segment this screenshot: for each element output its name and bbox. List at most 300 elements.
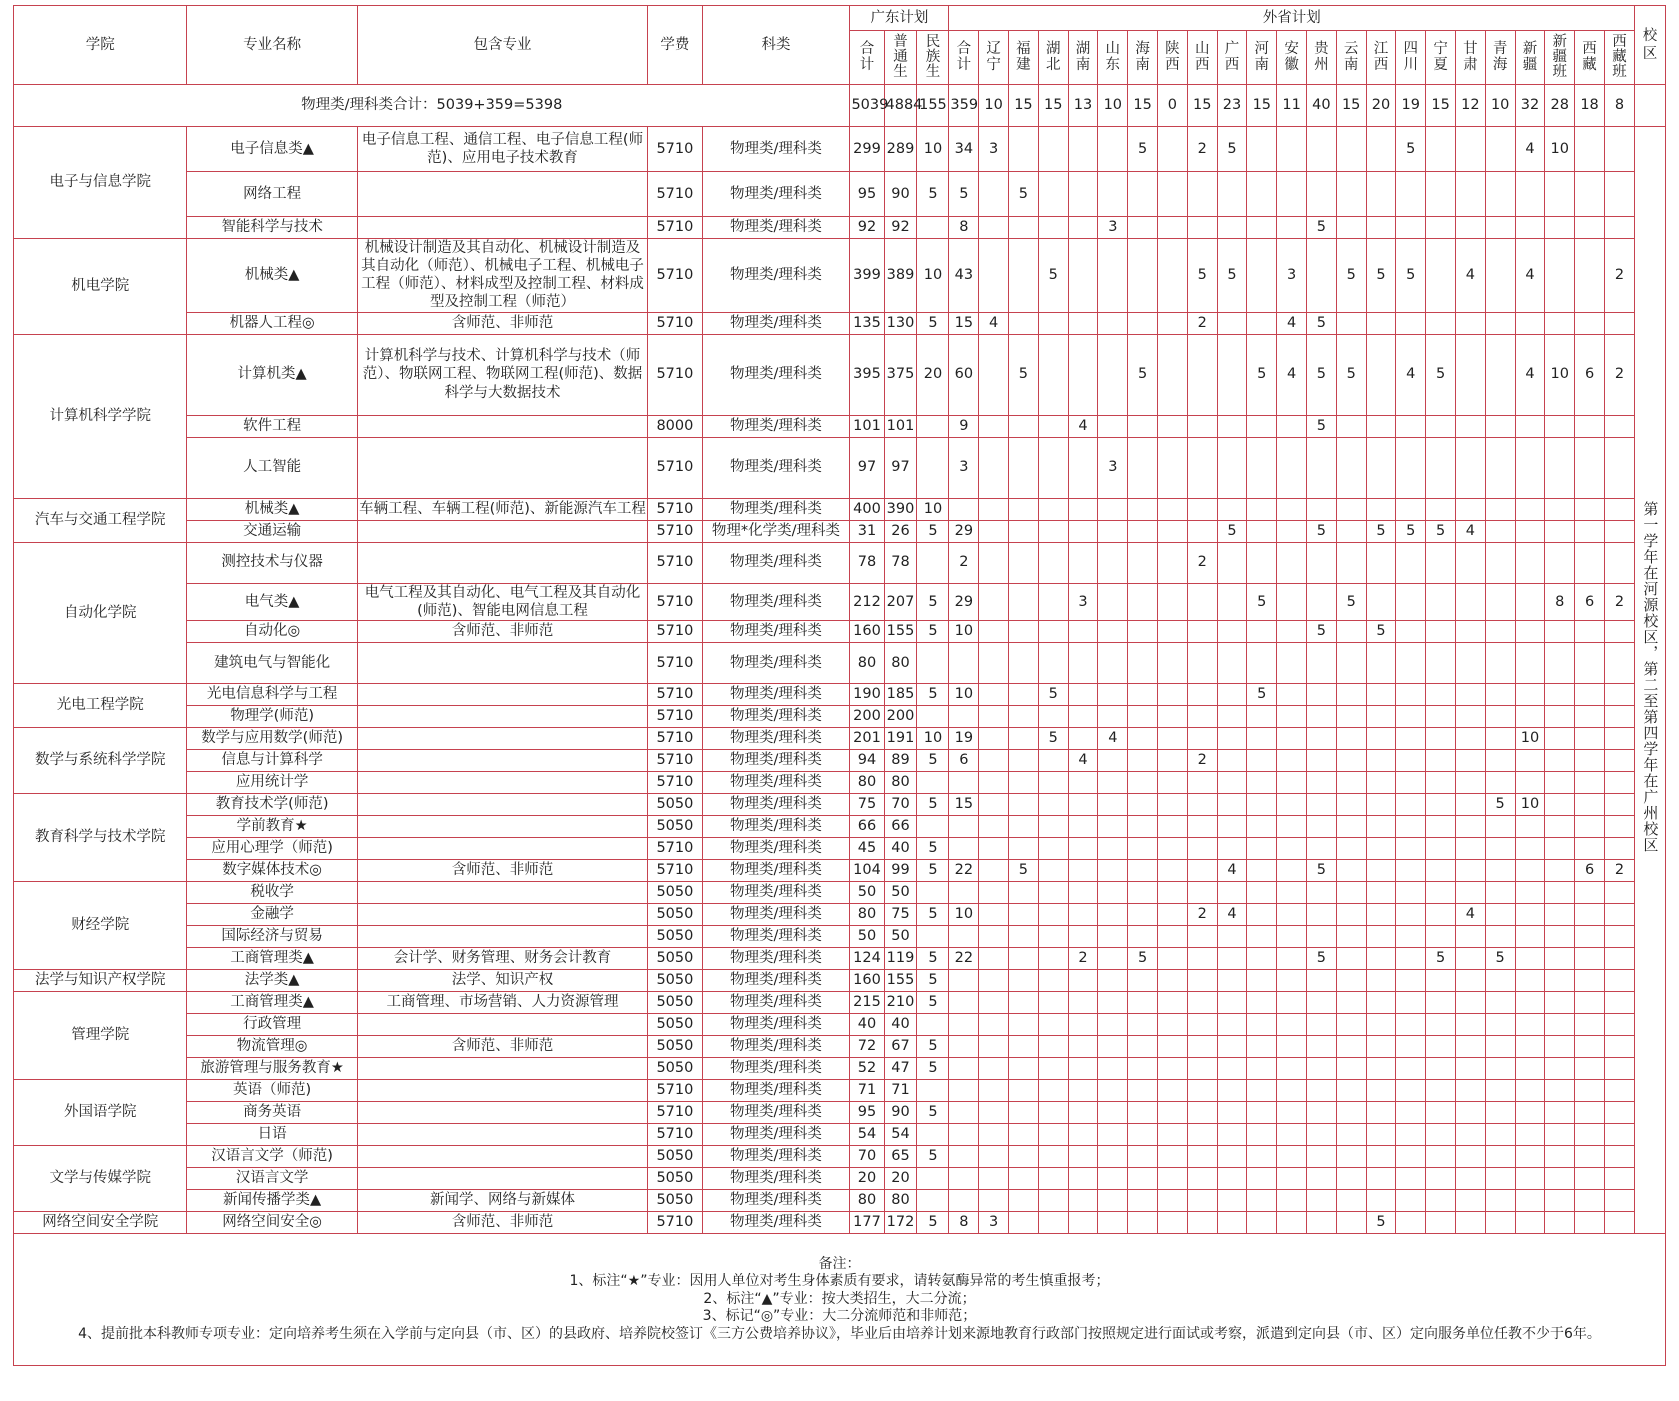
quota-cell xyxy=(1575,1145,1605,1167)
quota-cell xyxy=(1038,1079,1068,1101)
quota-cell xyxy=(1009,1057,1039,1079)
quota-cell xyxy=(1128,642,1158,683)
quota-cell xyxy=(1247,1013,1277,1035)
table-row xyxy=(14,749,1666,771)
quota-cell xyxy=(1068,859,1098,881)
quota-cell xyxy=(1068,1211,1098,1233)
quota-cell: 5 xyxy=(1187,239,1217,313)
quota-cell xyxy=(1306,542,1336,583)
summary-value: 15 xyxy=(1009,85,1039,127)
quota-cell xyxy=(1277,1035,1307,1057)
quota-cell: 155 xyxy=(884,969,917,991)
quota-cell xyxy=(1158,903,1188,925)
quota-cell xyxy=(1336,312,1366,334)
quota-cell xyxy=(979,334,1009,415)
category-cell: 物理*化学类/理科类 xyxy=(702,520,850,542)
quota-cell: 4 xyxy=(1455,520,1485,542)
quota-cell xyxy=(1217,749,1247,771)
quota-cell xyxy=(1575,1167,1605,1189)
quota-cell xyxy=(1336,437,1366,498)
quota-cell: 97 xyxy=(850,437,884,498)
quota-cell xyxy=(1217,172,1247,217)
quota-cell xyxy=(1009,815,1039,837)
quota-cell: 5 xyxy=(1426,520,1456,542)
quota-cell xyxy=(1604,727,1634,749)
summary-value: 10 xyxy=(1485,85,1515,127)
includes-cell xyxy=(357,683,648,705)
col-header-campus: 校区 xyxy=(1635,6,1666,85)
quota-cell xyxy=(1485,642,1515,683)
quota-cell xyxy=(1455,172,1485,217)
quota-cell xyxy=(1187,642,1217,683)
quota-cell xyxy=(1187,1013,1217,1035)
table-row xyxy=(14,312,1666,334)
summary-value: 15 xyxy=(1247,85,1277,127)
table-row xyxy=(14,415,1666,437)
quota-cell xyxy=(1306,239,1336,313)
quota-cell xyxy=(1038,793,1068,815)
quota-cell xyxy=(1068,727,1098,749)
quota-cell xyxy=(1426,727,1456,749)
quota-cell xyxy=(1515,881,1545,903)
quota-cell xyxy=(1158,1145,1188,1167)
quota-cell: 375 xyxy=(884,334,917,415)
includes-cell: 含师范、非师范 xyxy=(357,859,648,881)
quota-cell xyxy=(1277,815,1307,837)
quota-cell: 8 xyxy=(1545,583,1575,620)
quota-cell xyxy=(1128,859,1158,881)
quota-cell xyxy=(1247,705,1277,727)
quota-cell xyxy=(1366,837,1396,859)
quota-cell xyxy=(979,239,1009,313)
quota-cell xyxy=(1038,969,1068,991)
quota-cell xyxy=(1068,437,1098,498)
quota-cell: 4 xyxy=(1515,334,1545,415)
quota-cell xyxy=(1158,947,1188,969)
quota-cell xyxy=(1575,542,1605,583)
quota-cell xyxy=(1575,1057,1605,1079)
quota-cell xyxy=(1515,620,1545,642)
quota-cell xyxy=(917,1189,949,1211)
quota-cell xyxy=(1009,1189,1039,1211)
fee-cell: 5710 xyxy=(648,859,702,881)
quota-cell xyxy=(1217,969,1247,991)
quota-cell xyxy=(1277,127,1307,172)
quota-cell xyxy=(1098,837,1128,859)
quota-cell xyxy=(1217,881,1247,903)
major-cell: 网络工程 xyxy=(187,172,357,217)
col-header-province: 陕 西 xyxy=(1158,31,1188,85)
quota-cell xyxy=(1485,172,1515,217)
campus-note-text: 第一学年在河源校区，第二至第四学年在广州校区 xyxy=(1641,501,1660,854)
major-cell: 英语（师范) xyxy=(187,1079,357,1101)
category-cell: 物理类/理科类 xyxy=(702,705,850,727)
quota-cell xyxy=(1277,925,1307,947)
quota-cell xyxy=(1485,217,1515,239)
quota-cell xyxy=(1128,903,1158,925)
quota-cell xyxy=(1068,683,1098,705)
quota-cell xyxy=(1277,498,1307,520)
major-cell: 数字媒体技术◎ xyxy=(187,859,357,881)
quota-cell xyxy=(1545,903,1575,925)
quota-cell xyxy=(1158,498,1188,520)
quota-cell xyxy=(1545,991,1575,1013)
quota-cell: 50 xyxy=(884,881,917,903)
quota-cell xyxy=(1545,172,1575,217)
includes-cell xyxy=(357,437,648,498)
quota-cell xyxy=(1187,837,1217,859)
quota-cell xyxy=(1515,925,1545,947)
quota-cell: 10 xyxy=(917,727,949,749)
col-header-province: 福 建 xyxy=(1009,31,1039,85)
quota-cell xyxy=(1009,1079,1039,1101)
includes-cell xyxy=(357,771,648,793)
quota-cell xyxy=(1396,415,1426,437)
fee-cell: 5710 xyxy=(648,172,702,217)
quota-cell: 5 xyxy=(1485,947,1515,969)
quota-cell: 130 xyxy=(884,312,917,334)
includes-cell xyxy=(357,727,648,749)
quota-cell: 10 xyxy=(1515,727,1545,749)
major-cell: 汉语言文学（师范) xyxy=(187,1145,357,1167)
quota-cell xyxy=(1396,815,1426,837)
quota-cell: 92 xyxy=(884,217,917,239)
category-cell: 物理类/理科类 xyxy=(702,1145,850,1167)
quota-cell xyxy=(1187,859,1217,881)
quota-cell: 78 xyxy=(884,542,917,583)
quota-cell xyxy=(949,969,979,991)
quota-cell xyxy=(1396,749,1426,771)
quota-cell xyxy=(1455,1189,1485,1211)
quota-cell: 5 xyxy=(1366,520,1396,542)
quota-cell xyxy=(979,620,1009,642)
quota-cell xyxy=(1158,991,1188,1013)
table-row xyxy=(14,859,1666,881)
quota-cell xyxy=(1366,793,1396,815)
quota-cell xyxy=(1545,881,1575,903)
quota-cell: 190 xyxy=(850,683,884,705)
quota-cell xyxy=(1098,415,1128,437)
fee-cell: 5050 xyxy=(648,947,702,969)
quota-cell: 5 xyxy=(917,837,949,859)
quota-cell xyxy=(1604,749,1634,771)
category-cell: 物理类/理科类 xyxy=(702,771,850,793)
quota-cell xyxy=(1128,815,1158,837)
quota-cell xyxy=(1545,498,1575,520)
quota-cell xyxy=(1575,312,1605,334)
quota-cell: 5 xyxy=(1128,334,1158,415)
quota-cell: 5 xyxy=(1128,947,1158,969)
quota-cell xyxy=(1038,881,1068,903)
quota-cell xyxy=(1515,172,1545,217)
quota-cell xyxy=(1217,583,1247,620)
quota-cell: 5 xyxy=(1217,239,1247,313)
table-row xyxy=(14,127,1666,172)
category-cell: 物理类/理科类 xyxy=(702,1123,850,1145)
quota-cell xyxy=(1515,542,1545,583)
quota-cell xyxy=(1366,334,1396,415)
quota-cell xyxy=(1247,727,1277,749)
summary-value: 4884 xyxy=(884,85,917,127)
quota-cell xyxy=(917,642,949,683)
quota-cell xyxy=(1217,1035,1247,1057)
quota-cell: 3 xyxy=(1068,583,1098,620)
quota-cell xyxy=(1485,415,1515,437)
quota-cell: 5 xyxy=(917,1145,949,1167)
quota-cell xyxy=(1455,1057,1485,1079)
quota-cell xyxy=(1247,837,1277,859)
quota-cell xyxy=(1306,1013,1336,1035)
category-cell: 物理类/理科类 xyxy=(702,1167,850,1189)
quota-cell: 99 xyxy=(884,859,917,881)
quota-cell: 60 xyxy=(949,334,979,415)
major-cell: 学前教育★ xyxy=(187,815,357,837)
quota-cell xyxy=(1485,1167,1515,1189)
quota-cell xyxy=(1068,815,1098,837)
quota-cell xyxy=(1068,312,1098,334)
table-row xyxy=(14,1035,1666,1057)
includes-cell xyxy=(357,1079,648,1101)
quota-cell xyxy=(1187,498,1217,520)
quota-cell xyxy=(1366,925,1396,947)
quota-cell xyxy=(1604,683,1634,705)
quota-cell xyxy=(1098,542,1128,583)
quota-cell xyxy=(1575,793,1605,815)
major-cell: 机械类▲ xyxy=(187,239,357,313)
table-row xyxy=(14,683,1666,705)
quota-cell xyxy=(979,1013,1009,1035)
quota-cell xyxy=(1098,859,1128,881)
quota-cell xyxy=(1515,815,1545,837)
quota-cell xyxy=(979,793,1009,815)
fee-cell: 5710 xyxy=(648,1211,702,1233)
quota-cell xyxy=(1575,1211,1605,1233)
quota-cell xyxy=(1366,642,1396,683)
quota-cell xyxy=(1247,1057,1277,1079)
quota-cell xyxy=(1009,705,1039,727)
category-cell: 物理类/理科类 xyxy=(702,991,850,1013)
quota-cell xyxy=(1515,1211,1545,1233)
quota-cell: 5 xyxy=(1306,859,1336,881)
quota-cell xyxy=(979,859,1009,881)
table-row xyxy=(14,727,1666,749)
quota-cell xyxy=(1128,1013,1158,1035)
quota-cell xyxy=(1336,642,1366,683)
quota-cell xyxy=(1396,642,1426,683)
quota-cell xyxy=(1485,1057,1515,1079)
quota-cell xyxy=(1187,727,1217,749)
quota-cell xyxy=(1098,498,1128,520)
includes-cell xyxy=(357,217,648,239)
quota-cell xyxy=(1545,705,1575,727)
quota-cell: 5 xyxy=(1247,583,1277,620)
quota-cell xyxy=(1187,683,1217,705)
quota-cell: 78 xyxy=(850,542,884,583)
quota-cell xyxy=(1068,542,1098,583)
quota-cell: 155 xyxy=(884,620,917,642)
quota-cell xyxy=(1396,1035,1426,1057)
fee-cell: 5050 xyxy=(648,1145,702,1167)
quota-cell xyxy=(1128,1211,1158,1233)
includes-cell: 车辆工程、车辆工程(师范)、新能源汽车工程 xyxy=(357,498,648,520)
quota-cell xyxy=(979,771,1009,793)
quota-cell xyxy=(1247,925,1277,947)
quota-cell xyxy=(1128,881,1158,903)
quota-cell xyxy=(1336,947,1366,969)
quota-cell xyxy=(1247,771,1277,793)
quota-cell xyxy=(1306,727,1336,749)
includes-cell: 电气工程及其自动化、电气工程及其自动化(师范)、智能电网信息工程 xyxy=(357,583,648,620)
quota-cell xyxy=(1306,583,1336,620)
quota-cell xyxy=(979,1123,1009,1145)
quota-cell xyxy=(1485,542,1515,583)
quota-cell xyxy=(1128,991,1158,1013)
quota-cell: 185 xyxy=(884,683,917,705)
quota-cell xyxy=(1158,1057,1188,1079)
quota-cell xyxy=(1455,620,1485,642)
fee-cell: 5710 xyxy=(648,127,702,172)
quota-cell: 2 xyxy=(1187,127,1217,172)
summary-value: 15 xyxy=(1038,85,1068,127)
quota-cell xyxy=(1575,217,1605,239)
quota-cell xyxy=(1396,859,1426,881)
quota-cell xyxy=(1366,1167,1396,1189)
quota-cell xyxy=(1306,705,1336,727)
quota-cell xyxy=(1426,415,1456,437)
table-row xyxy=(14,583,1666,620)
quota-cell xyxy=(1485,1123,1515,1145)
fee-cell: 5050 xyxy=(648,1189,702,1211)
fee-cell: 8000 xyxy=(648,415,702,437)
note-line: 3、标记“◎”专业：大二分流师范和非师范； xyxy=(702,1308,977,1324)
col-header-out-plan: 外省计划 xyxy=(949,6,1635,31)
summary-campus-cell xyxy=(1635,85,1666,127)
quota-cell xyxy=(1604,498,1634,520)
quota-cell xyxy=(1187,1145,1217,1167)
col-header-province: 安 徽 xyxy=(1277,31,1307,85)
quota-cell xyxy=(1217,620,1247,642)
quota-cell xyxy=(1247,1123,1277,1145)
summary-value: 40 xyxy=(1306,85,1336,127)
quota-cell xyxy=(1336,542,1366,583)
quota-cell xyxy=(1515,991,1545,1013)
quota-cell xyxy=(1426,1145,1456,1167)
note-line: 2、标注“▲”专业：按大类招生，大二分流； xyxy=(703,1290,976,1307)
quota-cell xyxy=(1098,172,1128,217)
quota-cell xyxy=(1247,1079,1277,1101)
quota-cell xyxy=(1009,881,1039,903)
quota-cell: 94 xyxy=(850,749,884,771)
col-header-province: 广 西 xyxy=(1217,31,1247,85)
quota-cell: 124 xyxy=(850,947,884,969)
quota-cell xyxy=(1604,172,1634,217)
quota-cell xyxy=(1515,749,1545,771)
quota-cell xyxy=(1277,749,1307,771)
quota-cell xyxy=(1247,1167,1277,1189)
quota-cell xyxy=(1396,705,1426,727)
quota-cell xyxy=(1098,1167,1128,1189)
quota-cell xyxy=(1515,705,1545,727)
quota-cell xyxy=(1426,881,1456,903)
quota-cell xyxy=(1038,542,1068,583)
quota-cell: 2 xyxy=(1604,239,1634,313)
summary-value: 8 xyxy=(1604,85,1634,127)
quota-cell xyxy=(1038,520,1068,542)
major-cell: 国际经济与贸易 xyxy=(187,925,357,947)
quota-cell xyxy=(1038,925,1068,947)
quota-cell xyxy=(1068,925,1098,947)
quota-cell xyxy=(979,947,1009,969)
quota-cell: 10 xyxy=(917,127,949,172)
quota-cell: 4 xyxy=(1068,415,1098,437)
quota-cell xyxy=(1485,969,1515,991)
quota-cell: 5 xyxy=(1009,172,1039,217)
quota-cell: 40 xyxy=(850,1013,884,1035)
quota-cell xyxy=(1217,705,1247,727)
fee-cell: 5050 xyxy=(648,881,702,903)
quota-cell xyxy=(1158,749,1188,771)
summary-value: 13 xyxy=(1068,85,1098,127)
quota-cell xyxy=(1187,881,1217,903)
quota-cell: 10 xyxy=(1515,793,1545,815)
quota-cell xyxy=(1306,793,1336,815)
quota-cell xyxy=(1545,1189,1575,1211)
quota-cell: 15 xyxy=(949,793,979,815)
quota-cell xyxy=(1515,1123,1545,1145)
quota-cell: 135 xyxy=(850,312,884,334)
quota-cell: 2 xyxy=(1187,312,1217,334)
quota-cell xyxy=(917,815,949,837)
quota-cell: 5 xyxy=(917,1101,949,1123)
quota-cell xyxy=(1426,1079,1456,1101)
quota-cell xyxy=(1545,437,1575,498)
quota-cell xyxy=(1098,683,1128,705)
quota-cell xyxy=(1306,749,1336,771)
quota-cell xyxy=(1575,969,1605,991)
quota-cell xyxy=(1426,837,1456,859)
major-cell: 软件工程 xyxy=(187,415,357,437)
includes-cell xyxy=(357,1145,648,1167)
fee-cell: 5710 xyxy=(648,312,702,334)
quota-cell xyxy=(1158,837,1188,859)
quota-cell xyxy=(1604,520,1634,542)
quota-cell xyxy=(1604,127,1634,172)
quota-cell xyxy=(1575,1101,1605,1123)
major-cell: 应用统计学 xyxy=(187,771,357,793)
college-cell: 教育科学与技术学院 xyxy=(14,793,187,881)
quota-cell: 6 xyxy=(949,749,979,771)
quota-cell: 4 xyxy=(1068,749,1098,771)
quota-cell xyxy=(1604,1035,1634,1057)
quota-cell xyxy=(1306,1145,1336,1167)
quota-cell xyxy=(1158,1013,1188,1035)
quota-cell xyxy=(1009,749,1039,771)
quota-cell xyxy=(1366,172,1396,217)
quota-cell xyxy=(1098,793,1128,815)
quota-cell xyxy=(1009,312,1039,334)
quota-cell xyxy=(1277,969,1307,991)
major-cell: 智能科学与技术 xyxy=(187,217,357,239)
fee-cell: 5050 xyxy=(648,1167,702,1189)
includes-cell: 新闻学、网络与新媒体 xyxy=(357,1189,648,1211)
quota-cell xyxy=(1575,903,1605,925)
quota-cell xyxy=(1217,415,1247,437)
quota-cell xyxy=(1098,642,1128,683)
table-row xyxy=(14,1123,1666,1145)
category-cell: 物理类/理科类 xyxy=(702,837,850,859)
quota-cell xyxy=(979,1079,1009,1101)
quota-cell xyxy=(1545,217,1575,239)
